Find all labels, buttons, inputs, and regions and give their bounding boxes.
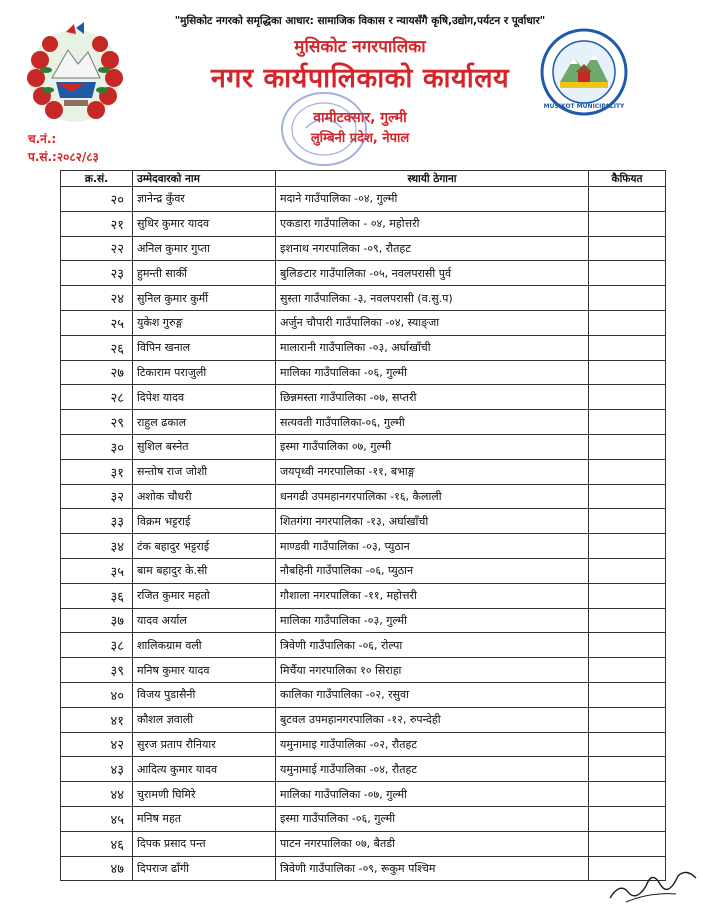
table-row	[61, 633, 666, 658]
name-cell: आदित्य कुमार यादव	[133, 757, 276, 782]
serial-cell: ३६	[61, 583, 133, 608]
address-cell: एकडारा गाउँपालिका - ०४, महोत्तरी	[276, 211, 589, 236]
table-row	[61, 732, 666, 757]
serial-cell: ३७	[61, 608, 133, 633]
remarks-cell	[589, 484, 666, 509]
table-row	[61, 658, 666, 683]
address-cell: छिन्नमस्ता गाउँपालिका -०७, सप्तरी	[276, 385, 589, 410]
office-title: नगर कार्यपालिकाको कार्यालय	[210, 63, 510, 94]
address-cell: धनगढी उपमहानगरपालिका -१६, कैलाली	[276, 484, 589, 509]
remarks-cell	[589, 831, 666, 856]
address-cell: बुलिङटार गाउँपालिका -०५, नवलपरासी पुर्व	[276, 261, 589, 286]
address-cell: नौबहिनी गाउँपालिका -०६, प्युठान	[276, 558, 589, 583]
remarks-cell	[589, 236, 666, 261]
serial-cell: ३४	[61, 534, 133, 559]
serial-cell: ४५	[61, 806, 133, 831]
serial-cell: ३३	[61, 509, 133, 534]
table-header-row	[61, 171, 666, 187]
address-cell: पाटन नगरपालिका ०७, बैतडी	[276, 831, 589, 856]
remarks-cell	[589, 310, 666, 335]
remarks-cell	[589, 434, 666, 459]
col-header-remarks: कैफियत	[589, 171, 666, 187]
remarks-cell	[589, 335, 666, 360]
address-line-2: लुम्बिनी प्रदेश, नेपाल	[310, 131, 410, 146]
serial-cell: ४३	[61, 757, 133, 782]
table-row	[61, 806, 666, 831]
remarks-cell	[589, 608, 666, 633]
remarks-cell	[589, 633, 666, 658]
name-cell: सुशिल बस्नेत	[133, 434, 276, 459]
name-cell: चुरामणी घिमिरे	[133, 782, 276, 807]
col-header-serial: क्र.सं.	[61, 171, 133, 187]
serial-cell: ४६	[61, 831, 133, 856]
table-row	[61, 187, 666, 212]
table-row	[61, 608, 666, 633]
table-row	[61, 484, 666, 509]
remarks-cell	[589, 410, 666, 435]
serial-cell: ३१	[61, 459, 133, 484]
address-cell: मिर्चैया नगरपालिका १० सिराहा	[276, 658, 589, 683]
musikot-municipality-logo-icon	[538, 24, 630, 120]
address-cell: कालिका गाउँपालिका -०२, रसुवा	[276, 682, 589, 707]
name-cell: सुनिल कुमार कुर्मी	[133, 286, 276, 311]
table-row	[61, 434, 666, 459]
serial-cell: २९	[61, 410, 133, 435]
name-cell: यादव अर्याल	[133, 608, 276, 633]
remarks-cell	[589, 558, 666, 583]
table-row	[61, 831, 666, 856]
table-row	[61, 782, 666, 807]
address-cell: इस्मा गाउँपालिका ०७, गुल्मी	[276, 434, 589, 459]
name-cell: टिकाराम पराजुली	[133, 360, 276, 385]
serial-cell: २८	[61, 385, 133, 410]
table-row	[61, 707, 666, 732]
name-cell: अनिल कुमार गुप्ता	[133, 236, 276, 261]
table-row	[61, 509, 666, 534]
name-cell: अशोक चौधरी	[133, 484, 276, 509]
remarks-cell	[589, 732, 666, 757]
serial-cell: ३२	[61, 484, 133, 509]
address-cell: मालिका गाउँपालिका -०३, गुल्मी	[276, 608, 589, 633]
name-cell: युकेश गुरुङ्ग	[133, 310, 276, 335]
table-row	[61, 360, 666, 385]
col-header-address: स्थायी ठेगाना	[276, 171, 589, 187]
address-cell: त्रिवेणी गाउँपालिका -०९, रूकुम पश्चिम	[276, 856, 589, 881]
address-cell: बुटवल उपमहानगरपालिका -१२, रुपन्देही	[276, 707, 589, 732]
name-cell: मनिष महत	[133, 806, 276, 831]
address-cell: गौशाला नगरपालिका -११, महोत्तरी	[276, 583, 589, 608]
remarks-cell	[589, 286, 666, 311]
table-row	[61, 682, 666, 707]
svg-text:MUSIKOT MUNICIPALITY: MUSIKOT MUNICIPALITY	[543, 103, 625, 110]
remarks-cell	[589, 707, 666, 732]
fiscal-year-value: २०८२/८३	[56, 150, 99, 164]
remarks-cell	[589, 757, 666, 782]
address-cell: मालारानी गाउँपालिका -०३, अर्घाखाँची	[276, 335, 589, 360]
serial-cell: २३	[61, 261, 133, 286]
name-cell: विपिन खनाल	[133, 335, 276, 360]
fiscal-year	[28, 148, 99, 165]
name-cell: राहुल ढकाल	[133, 410, 276, 435]
address-cell: यमुनामाई गाउँपालिका -०४, रौतहट	[276, 757, 589, 782]
address-cell: इस्मा गाउँपालिका -०६, गुल्मी	[276, 806, 589, 831]
table-row	[61, 534, 666, 559]
remarks-cell	[589, 583, 666, 608]
name-cell: विक्रम भट्टराई	[133, 509, 276, 534]
candidate-table	[60, 170, 666, 881]
serial-cell: २१	[61, 211, 133, 236]
header-motto: "मुसिकोट नगरको समृद्धिका आधार: सामाजिक विकास र न्यायसँगै कृषि,उद्योग,पर्यटन र पूर्वाधार"	[174, 15, 546, 27]
address-cell: मदाने गाउँपालिका -०४, गुल्मी	[276, 187, 589, 212]
serial-cell: ४१	[61, 707, 133, 732]
address-cell: मालिका गाउँपालिका -०७, गुल्मी	[276, 782, 589, 807]
remarks-cell	[589, 682, 666, 707]
table-row	[61, 459, 666, 484]
name-cell: मनिष कुमार यादव	[133, 658, 276, 683]
signature-icon	[606, 862, 702, 906]
name-cell: ज्ञानेन्द्र कुँवर	[133, 187, 276, 212]
remarks-cell	[589, 658, 666, 683]
serial-cell: ३९	[61, 658, 133, 683]
remarks-cell	[589, 459, 666, 484]
serial-cell: ३०	[61, 434, 133, 459]
reference-number	[28, 130, 56, 147]
table-row	[61, 286, 666, 311]
serial-cell: ४०	[61, 682, 133, 707]
address-cell: शितगंगा नगरपालिका -१३, अर्घाखाँची	[276, 509, 589, 534]
serial-cell: २५	[61, 310, 133, 335]
table-row	[61, 856, 666, 881]
serial-cell: ४२	[61, 732, 133, 757]
serial-cell: ४७	[61, 856, 133, 881]
address-cell: त्रिवेणी गाउँपालिका -०६, रोल्पा	[276, 633, 589, 658]
name-cell: दिपक प्रसाद पन्त	[133, 831, 276, 856]
remarks-cell	[589, 806, 666, 831]
name-cell: विजय पुडासैनी	[133, 682, 276, 707]
remarks-cell	[589, 261, 666, 286]
name-cell: शालिकग्राम वली	[133, 633, 276, 658]
name-cell: सुरज प्रताप रौनियार	[133, 732, 276, 757]
remarks-cell	[589, 782, 666, 807]
serial-cell: ३५	[61, 558, 133, 583]
name-cell: हुमन्ती सार्की	[133, 261, 276, 286]
table-row	[61, 335, 666, 360]
remarks-cell	[589, 509, 666, 534]
address-cell: माण्डवी गाउँपालिका -०३, प्युठान	[276, 534, 589, 559]
table-row	[61, 757, 666, 782]
table-row	[61, 583, 666, 608]
address-line-1: वामीटक्सार, गुल्मी	[313, 110, 407, 126]
address-cell: जयपृथ्वी नगरपालिका -११, बभाङ्ग	[276, 459, 589, 484]
serial-cell: २२	[61, 236, 133, 261]
serial-cell: २४	[61, 286, 133, 311]
table-row	[61, 410, 666, 435]
serial-cell: २०	[61, 187, 133, 212]
remarks-cell	[589, 385, 666, 410]
serial-cell: २७	[61, 360, 133, 385]
name-cell: टंक बहादुर भट्टराई	[133, 534, 276, 559]
remarks-cell	[589, 534, 666, 559]
fiscal-year-label: प.सं.:	[28, 150, 57, 164]
name-cell: रजित कुमार महतो	[133, 583, 276, 608]
name-cell: सुधिर कुमार यादव	[133, 211, 276, 236]
office-stamp-icon	[276, 88, 372, 170]
table-row	[61, 261, 666, 286]
name-cell: कौशल ज्ञवाली	[133, 707, 276, 732]
address-cell: इशनाथ नगरपालिका -०९, रौतहट	[276, 236, 589, 261]
address-cell: अर्जुन चौपारी गाउँपालिका -०४, स्याङ्जा	[276, 310, 589, 335]
serial-cell: ३८	[61, 633, 133, 658]
name-cell: दिपेश यादव	[133, 385, 276, 410]
serial-cell: ४४	[61, 782, 133, 807]
remarks-cell	[589, 211, 666, 236]
municipality-name: मुसिकोट नगरपालिका	[294, 37, 426, 57]
table-row	[61, 211, 666, 236]
remarks-cell	[589, 360, 666, 385]
col-header-name: उम्मेदवारको नाम	[133, 171, 276, 187]
table-row	[61, 310, 666, 335]
table-row	[61, 385, 666, 410]
nepal-emblem-icon	[22, 20, 128, 126]
address-cell: यमुनामाइ गाउँपालिका -०२, रौतहट	[276, 732, 589, 757]
reference-label: च.नं.:	[28, 132, 57, 146]
address-cell: सुस्ता गाउँपालिका -३, नवलपरासी (व.सु.प)	[276, 286, 589, 311]
name-cell: सन्तोष राज जोशी	[133, 459, 276, 484]
address-cell: मालिका गाउँपालिका -०६, गुल्मी	[276, 360, 589, 385]
name-cell: दिपराज ढाँगी	[133, 856, 276, 881]
name-cell: बाम बहादुर के.सी	[133, 558, 276, 583]
address-cell: सत्यवती गाउँपालिका-०६, गुल्मी	[276, 410, 589, 435]
remarks-cell	[589, 187, 666, 212]
serial-cell: २६	[61, 335, 133, 360]
table-row	[61, 236, 666, 261]
table-row	[61, 558, 666, 583]
